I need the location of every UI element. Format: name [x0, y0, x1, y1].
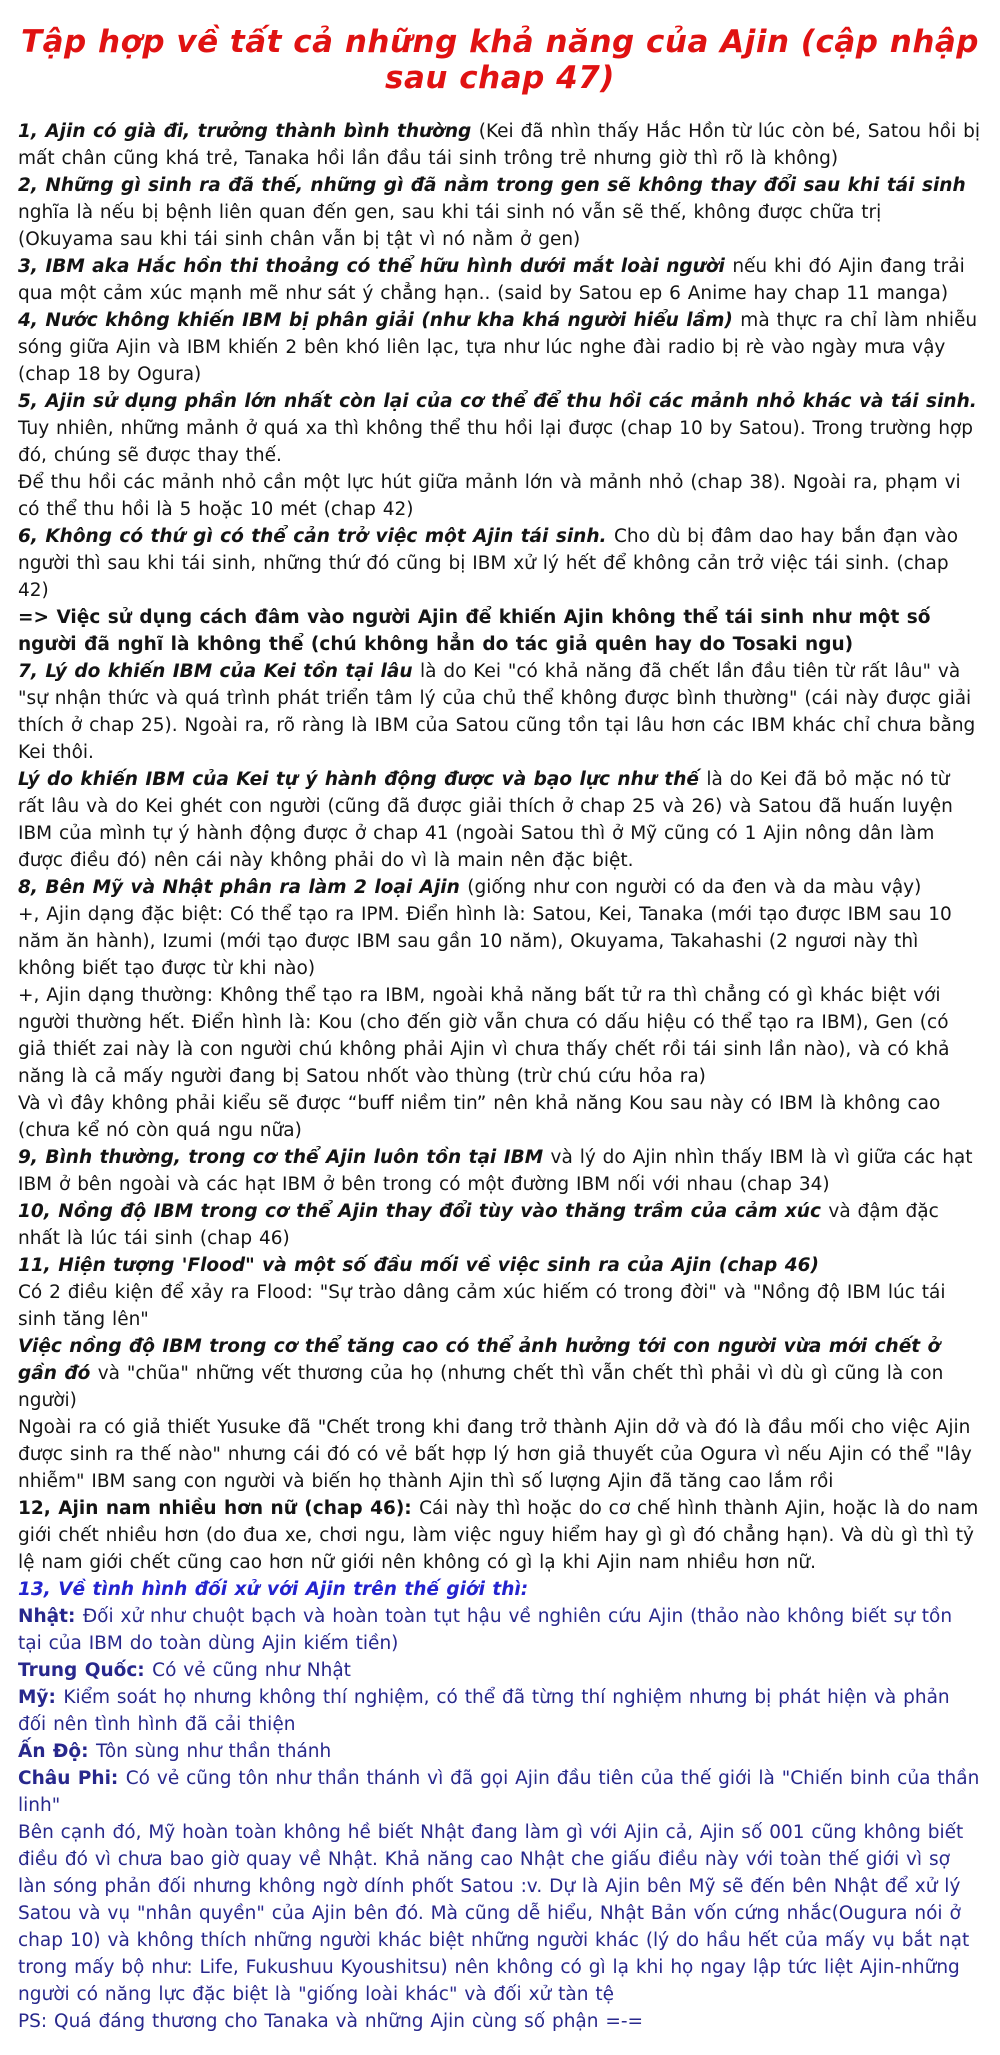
paragraph-16-segment-2: và đậm đặc nhất là lúc tái sinh (chap 46): [18, 1201, 939, 1249]
paragraph-13: [18, 982, 982, 1090]
paragraph-11: [18, 874, 982, 901]
paragraph-7-segment-1: 6, Không có thứ gì có thể cản trở việc một Ajin tái sinh.: [18, 526, 614, 547]
paragraph-3-segment-2: nếu khi đó Ajin đang trải qua một cảm xúc mạnh mẽ như sát ý chẳng hạn.. (said by Satou ep 6 Anime hay chap 11 manga): [18, 256, 965, 304]
paragraph-13-segment-1: +, Ajin dạng thường: Không thể tạo ra IBM, ngoài khả năng bất tử ra thì chẳng có gì khác biệt với người thường hết. Điển hình là: Kou (cho đến giờ vẫn chưa có dấu hiệu có thể tạo ra IBM), Gen (có giả thiết zai này là con người chú không phải Ajin vì chưa thấy chết rồi tái sinh lần nào), và có khả năng là cả mấy người đang bị Satou nhốt vào thùng (trừ chú cứu hỏa ra): [18, 985, 950, 1087]
paragraph-4-segment-1: 4, Nước không khiến IBM bị phân giải (như kha khá người hiểu lầm): [18, 310, 741, 331]
paragraph-27-segment-2: Có vẻ cũng tôn như thần thánh vì đã gọi Ajin đầu tiên của thế giới là "Chiến binh của thần linh": [18, 1768, 980, 1816]
paragraph-5-segment-1: 5, Ajin sử dụng phần lớn nhất còn lại của cơ thể để thu hồi các mảnh nhỏ khác và tái sinh.: [18, 391, 977, 412]
document-body: [18, 118, 982, 2035]
paragraph-3-segment-1: 3, IBM aka Hắc hồn thi thoảng có thể hữu hình dưới mắt loài người: [18, 256, 733, 277]
paragraph-1-segment-1: 1, Ajin có già đi, trưởng thành bình thường: [18, 121, 479, 142]
paragraph-24-segment-2: Có vẻ cũng như Nhật: [152, 1660, 351, 1681]
paragraph-12-segment-1: +, Ajin dạng đặc biệt: Có thể tạo ra IPM. Điển hình là: Satou, Kei, Tanaka (mới tạo được IBM sau 10 năm ăn hành), Izumi (mới tạo được IBM sau gần 10 năm), Okuyama, Takahashi (2 ngươi này thì không biết tạo được từ khi nào): [18, 904, 952, 979]
paragraph-22-segment-1: 13, Về tình hình đối xử với Ajin trên thế giới thì:: [18, 1579, 529, 1600]
paragraph-29: [18, 2008, 982, 2035]
paragraph-26-segment-2: Tôn sùng như thần thánh: [95, 1741, 332, 1762]
paragraph-4-segment-2: mà thực ra chỉ làm nhiễu sóng giữa Ajin và IBM khiến 2 bên khó liên lạc, tựa như lúc nghe đài radio bị rè vào ngày mưa vậy (chap 18 by Ogura): [18, 310, 978, 385]
paragraph-1: [18, 118, 982, 172]
paragraph-14: [18, 1090, 982, 1144]
paragraph-11-segment-2: (giống như con người có da đen và da màu vậy): [467, 877, 922, 898]
paragraph-23-segment-2: Đối xử như chuột bạch và hoàn toàn tụt hậu về nghiên cứu Ajin (thảo nào không biết sự tồn tại của IBM do toàn dùng Ajin kiếm tiền): [18, 1606, 953, 1654]
paragraph-7: [18, 523, 982, 604]
paragraph-4: [18, 307, 982, 388]
paragraph-24-segment-1: Trung Quốc:: [18, 1660, 153, 1681]
paragraph-3: [18, 253, 982, 307]
paragraph-28-segment-1: Bên cạnh đó, Mỹ hoàn toàn không hề biết Nhật đang làm gì với Ajin cả, Ajin số 001 cũng không biết điều đó vì chưa bao giờ quay về Nhật. Khả năng cao Nhật che giấu điều này với toàn thế giới vì sợ làn sóng phản đối nhưng không ngờ dính phốt Satou :v. Dự là Ajin bên Mỹ sẽ đến bên Nhật để xử lý Satou và vụ "nhân quyền" của Ajin bên đó. Mà cũng dễ hiểu, Nhật Bản vốn cứng nhắc(Ougura nói ở chap 10) và không thích những người khác biệt những người khác (lý do hầu hết của mấy vụ bắt nạt trong mấy bộ như: Life, Fukushuu Kyoushitsu) nên không có gì lạ khi họ ngay lập tức liệt Ajin-những người có năng lực đặc biệt là "giống loài khác" và đối xử tàn tệ: [18, 1822, 970, 2005]
paragraph-8: [18, 604, 982, 658]
paragraph-10-segment-2: là do Kei đã bỏ mặc nó từ rất lâu và do Kei ghét con người (cũng đã được giải thích ở chap 25 và 26) và Satou đã huấn luyện IBM của mình tự ý hành động được ở chap 41 (ngoài Satou thì ở Mỹ cũng có 1 Ajin nông dân làm được điều đó) nên cái này không phải do vì là main nên đặc biệt.: [18, 769, 953, 871]
paragraph-19: [18, 1333, 982, 1414]
paragraph-1-segment-2: (Kei đã nhìn thấy Hắc Hồn từ lúc còn bé, Satou hồi bị mất chân cũng khá trẻ, Tanaka hồi lần đầu tái sinh trông trẻ nhưng giờ thì rõ là không): [18, 121, 980, 169]
paragraph-24: [18, 1657, 982, 1684]
paragraph-25-segment-2: Kiểm soát họ nhưng không thí nghiệm, có thể đã từng thí nghiệm nhưng bị phát hiện và phản đối nên tình hình đã cải thiện: [18, 1687, 950, 1735]
paragraph-27-segment-1: Châu Phi:: [18, 1768, 126, 1789]
paragraph-5: [18, 388, 982, 469]
paragraph-7-segment-2: Cho dù bị đâm dao hay bắn đạn vào người thì sau khi tái sinh, những thứ đó cũng bị IBM xử lý hết để không cản trở việc tái sinh. (chap 42): [18, 526, 959, 601]
paragraph-23-segment-1: Nhật:: [18, 1606, 83, 1627]
paragraph-2: [18, 172, 982, 253]
paragraph-26-segment-1: Ấn Độ:: [18, 1741, 96, 1762]
paragraph-25-segment-1: Mỹ:: [18, 1687, 64, 1708]
paragraph-16-segment-1: 10, Nồng độ IBM trong cơ thể Ajin thay đổi tùy vào thăng trầm của cảm xúc: [18, 1201, 829, 1222]
page-title: Tập hợp về tất cả những khả năng của Ajin (cập nhập sau chap 47): [20, 24, 979, 96]
paragraph-6: [18, 469, 982, 523]
paragraph-20: [18, 1414, 982, 1495]
paragraph-2-segment-2: nghĩa là nếu bị bệnh liên quan đến gen, sau khi tái sinh nó vẫn sẽ thế, không được chữa trị (Okuyama sau khi tái sinh chân vẫn bị tật vì nó nằm ở gen): [18, 202, 882, 250]
paragraph-20-segment-1: Ngoài ra có giả thiết Yusuke đã "Chết trong khi đang trở thành Ajin dở và đó là đầu mối cho việc Ajin được sinh ra thế nào" nhưng cái đó có vẻ bất hợp lý hơn giả thuyết của Ogura vì nếu Ajin có thể "lây nhiễm" IBM sang con người và biến họ thành Ajin thì số lượng Ajin đã tăng cao lắm rồi: [18, 1417, 972, 1492]
paragraph-15-segment-2: và lý do Ajin nhìn thấy IBM là vì giữa các hạt IBM ở bên ngoài và các hạt IBM ở bên trong có một đường IBM nối với nhau (chap 34): [18, 1147, 973, 1195]
paragraph-14-segment-1: Và vì đây không phải kiểu sẽ được “buff niềm tin” nên khả năng Kou sau này có IBM là không cao (chưa kể nó còn quá ngu nữa): [18, 1093, 941, 1141]
paragraph-21: [18, 1495, 982, 1576]
paragraph-2-segment-1: 2, Những gì sinh ra đã thế, những gì đã nằm trong gen sẽ không thay đổi sau khi tái sinh: [18, 175, 966, 196]
paragraph-19-segment-1: Việc nồng độ IBM trong cơ thể tăng cao có thể ảnh hưởng tới con người vừa mới chết ở gần đó: [18, 1336, 941, 1384]
paragraph-12: [18, 901, 982, 982]
paragraph-17-segment-1: 11, Hiện tượng 'Flood" và một số đầu mối về việc sinh ra của Ajin (chap 46): [18, 1255, 819, 1276]
paragraph-5-segment-2: Tuy nhiên, những mảnh ở quá xa thì không thể thu hồi lại được (chap 10 by Satou). Trong trường hợp đó, chúng sẽ được thay thế.: [18, 418, 974, 466]
paragraph-9: [18, 658, 982, 766]
paragraph-18: [18, 1279, 982, 1333]
paragraph-27: [18, 1765, 982, 1819]
paragraph-9-segment-1: 7, Lý do khiến IBM của Kei tồn tại lâu: [18, 661, 420, 682]
paragraph-10: [18, 766, 982, 874]
paragraph-11-segment-1: 8, Bên Mỹ và Nhật phân ra làm 2 loại Ajin: [18, 877, 468, 898]
paragraph-22: [18, 1576, 982, 1603]
paragraph-28: [18, 1819, 982, 2008]
paragraph-6-segment-1: Để thu hồi các mảnh nhỏ cần một lực hút giữa mảnh lớn và mảnh nhỏ (chap 38). Ngoài ra, phạm vi có thể thu hồi là 5 hoặc 10 mét (chap 42): [18, 472, 961, 520]
paragraph-19-segment-2: và "chũa" những vết thương của họ (nhưng chết thì vẫn chết thì phải vì dù gì cũng là con người): [18, 1363, 944, 1411]
paragraph-8-segment-1: => Việc sử dụng cách đâm vào người Ajin để khiến Ajin không thể tái sinh như một số người đã nghĩ là không thể (chú không hẳn do tác giả quên hay do Tosaki ngu): [18, 607, 931, 655]
paragraph-17: [18, 1252, 982, 1279]
paragraph-26: [18, 1738, 982, 1765]
paragraph-16: [18, 1198, 982, 1252]
paragraph-23: [18, 1603, 982, 1657]
paragraph-15: [18, 1144, 982, 1198]
paragraph-25: [18, 1684, 982, 1738]
paragraph-29-segment-1: PS: Quá đáng thương cho Tanaka và những Ajin cùng số phận =-=: [18, 2011, 644, 2032]
paragraph-15-segment-1: 9, Bình thường, trong cơ thể Ajin luôn tồn tại IBM: [18, 1147, 551, 1168]
paragraph-21-segment-1: 12, Ajin nam nhiều hơn nữ (chap 46):: [18, 1498, 420, 1519]
paragraph-21-segment-2: Cái này thì hoặc do cơ chế hình thành Ajin, hoặc là do nam giới chết nhiều hơn (do đua xe, chơi ngu, làm việc nguy hiểm hay gì gì đó chẳng hạn). Và dù gì thì tỷ lệ nam giới chết cũng cao hơn nữ giới nên không có gì lạ khi Ajin nam nhiều hơn nữ.: [18, 1498, 979, 1573]
paragraph-9-segment-2: là do Kei "có khả năng đã chết lần đầu tiên từ rất lâu" và "sự nhận thức và quá trình phát triển tâm lý của chủ thể không được bình thường" (cái này được giải thích ở chap 25). Ngoài ra, rõ ràng là IBM của Satou cũng tồn tại lâu hơn các IBM khác chỉ chưa bằng Kei thôi.: [18, 661, 976, 763]
paragraph-18-segment-1: Có 2 điều kiện để xảy ra Flood: "Sự trào dâng cảm xúc hiếm có trong đời" và "Nồng độ IBM lúc tái sinh tăng lên": [18, 1282, 946, 1330]
paragraph-10-segment-1: Lý do khiến IBM của Kei tự ý hành động được và bạo lực như thế: [18, 769, 707, 790]
